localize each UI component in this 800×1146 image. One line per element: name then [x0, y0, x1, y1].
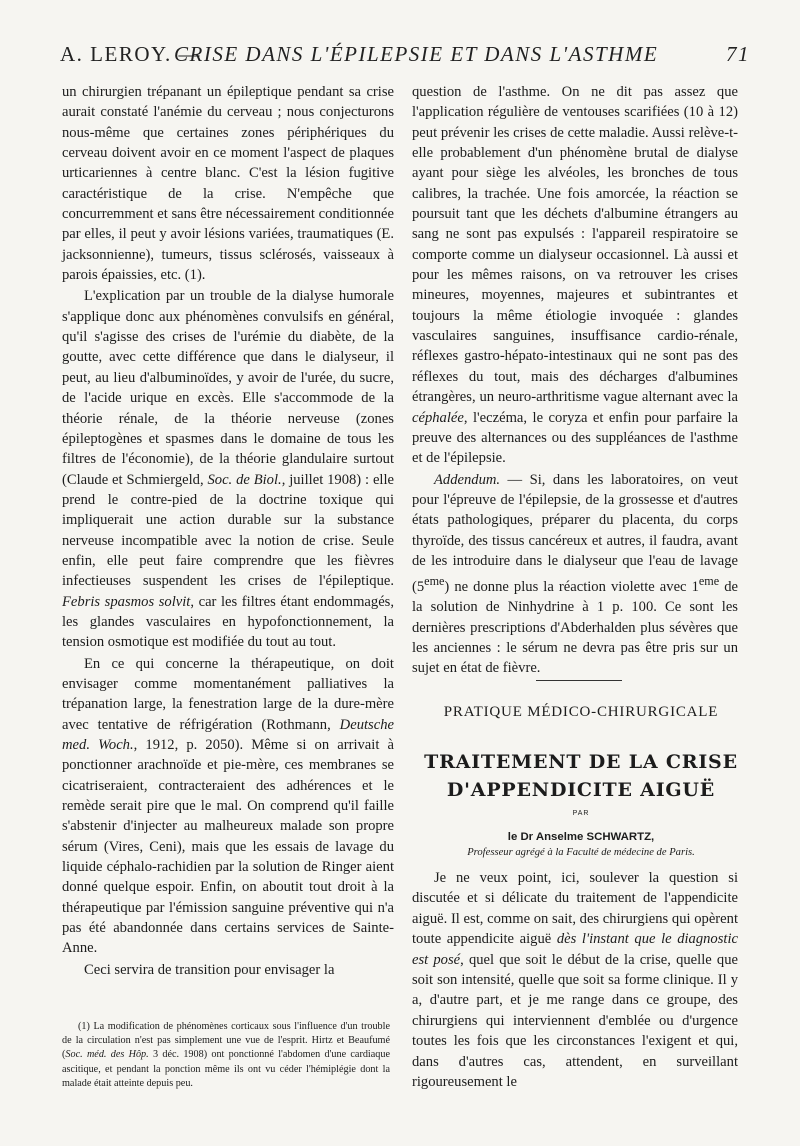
left-p2-latin: Febris spasmos solvit — [62, 593, 191, 610]
left-paragraph-3 — [62, 654, 394, 959]
article-author: le Dr Anselme SCHWARTZ, — [507, 831, 655, 843]
article-affiliation: Professeur agrégé à la Faculté de médecine de Paris. — [467, 847, 695, 858]
article-p1-text-b: , quel que soit le début de la crise, quelle que soit son intensité, quelle que soit sa forme clinique. Il y a, d'autre part, et je me range dans ce groupe, des chirurgiens qui interviennent d'emblée ou d'urgence toutes les fois que les circonstances l'exigent et qui, dans d'autres cas, attendent, en surveillant rigoureusement le — [412, 951, 738, 1091]
left-p2-citation: Soc. de Biol. — [207, 471, 282, 488]
left-p2-text-c: , car les filtres étant endommagés, les glandes vasculaires en hypofonctionnement, la tension osmotique est modifiée du tout au tout. — [62, 593, 395, 651]
addendum-text-c: de la solution de Ninhydrine à 1 p. 100. Ce sont les dernières prescriptions d'Abderhalden plus sévères que les anciennes : le sérum ne devra pas être pris sur un sujet en état de fièvre. — [412, 579, 738, 677]
footnote-text — [62, 1020, 390, 1091]
article-title — [416, 748, 746, 804]
footnote-text-a: (1) La modification de phénomènes corticaux sous l'influence d'un trouble de la circulation n'est pas simplement une vue de l'esprit. Hirtz et Beaufumé ( — [62, 1021, 390, 1061]
article-title-line-2: D'APPENDICITE AIGUË — [446, 779, 716, 801]
article-body — [412, 868, 738, 1092]
addendum-text-a: — Si, dans les laboratoires, on veut pour l'épreuve de l'épilepsie, de la grossesse et d'autres états pathologiques, préparer du placenta, du corps thyroïde, des tissus cancéreux et autres, il faudra, avant de les introduire dans le dialyseur que l'eau de lavage (5 — [412, 471, 738, 596]
right-p1-text-b: , l'eczéma, le coryza et enfin pour parfaire la preuve des alternances ou des suppléances de l'asthme et de l'épilepsie. — [412, 409, 738, 467]
running-header — [60, 42, 750, 72]
left-p3-citation: Deutsche med. Woch. — [62, 716, 394, 753]
right-p1-text-a: question de l'asthme. On ne dit pas assez que l'application régulière de ventouses scarifiées (10 à 12) peut prévenir les crises de cette maladie. Aussi relève-t-elle probablement d'un phénomène brutal de dialyse ayant pour siège les alvéoles, les bronches de tous calibres, la trachée. Une fois amorcée, la réaction se poursuit tant que les déchets d'albumine étrangers au sang ne sont pas expulsés : l'appareil respiratoire se comporte comme un dialyseur occasionnel. Là aussi et pour les mêmes raisons, on va retrouver les crises mineures, moyennes, majeures et subintrantes et toujours la même étiologie invoquée : glandes vasculaires sanguines, insuffisance cardio-rénale, réflexes gastro-hépato-intestinaux qui ne sont pas des réflexes du tout, mais des décharges d'albumines étrangères, un neuro-arthritisme vague alternant avec la — [412, 84, 738, 406]
addendum-paragraph — [412, 470, 738, 679]
footnote-citation: Soc. méd. des Hôp. — [65, 1049, 149, 1061]
left-paragraph-2 — [62, 286, 394, 652]
left-p3-text-a: En ce qui concerne la thérapeutique, on doit envisager comme momentanément palliatives la trépanation large, la fenestration large de la dure-mère avec tentative de réfrigération (Rothmann, — [62, 655, 394, 733]
footnote-text-b: 3 déc. 1908) ont ponctionné l'abdomen d'une cardiaque ascitique, et pendant la ponction même ils ont vu céder l'hémiplégie dont la malade était atteinte depuis peu. — [62, 1049, 390, 1089]
header-title: CRISE DANS L'ÉPILEPSIE ET DANS L'ASTHME — [174, 42, 659, 66]
article-p1-text-a: Je ne veux point, ici, soulever la question si discutée et si délicate du traitement de l'appendicite aiguë. Il est, comme on sait, des chirurgiens qui opèrent toute appendicite aiguë — [412, 870, 738, 948]
addendum-sup-2: eme — [698, 574, 720, 589]
addendum-label: Addendum. — [434, 471, 501, 488]
left-p2-text-b: , juillet 1908) : elle prend le contre-pied de la doctrine toxique qui impliquerait une action durable sur la substance nerveuse incompatible avec la notion de crise. Seule enfin, elle peut faire comprendre que les fièvres infectieuses suspendent les crises de l'épileptique. — [62, 471, 395, 590]
section-heading: PRATIQUE MÉDICO-CHIRURGICALE — [443, 704, 719, 720]
right-p1-term: céphalée — [412, 409, 464, 426]
footnote — [62, 1020, 390, 1091]
article-title-line-1: TRAITEMENT DE LA CRISE — [424, 751, 738, 773]
right-paragraph-1 — [412, 82, 738, 469]
left-paragraph-4: Ceci servira de transition pour envisager la — [84, 961, 335, 978]
right-column — [412, 82, 738, 679]
left-column — [62, 82, 394, 980]
byline-par: PAR — [572, 810, 590, 817]
addendum-text-b: ) ne donne plus la réaction violette avec 1 — [444, 579, 699, 596]
header-author: A. LEROY. — — [60, 42, 201, 66]
addendum-sup-1: eme — [424, 574, 445, 589]
article-p1-emphasis: dès l'instant que le diagnostic est posé — [412, 931, 738, 968]
left-p3-text-b: , 1912, p. 2050). Même si on arrivait à ponctionner arachnoïde et pie-mère, ces membranes se cicatriseraient, contracteraient des adhérences et le remède serait pire que le mal. On comprend qu'il faille s'abstenir d'injecter au malheureux malade son propre sérum (Vires, Ceni), mais que les essais de lavage du liquide céphalo-rachidien par la solution de Ringer aient donné quelque espoir. Enfin, on aboutit tout droit à la thérapeutique par l'émission sanguine préventive qui n'a pas été abandonnée dans certains services de Sainte-Anne. — [62, 737, 394, 957]
section-divider — [536, 680, 622, 681]
left-paragraph-1: un chirurgien trépanant un épileptique pendant sa crise aurait constaté l'anémie du cerveau ; nous conjecturons nous-même que certaines zones périphériques du cerveau doivent avoir en ce moment l'aspect de plaques urticariennes à centre blanc. C'est la lésion fugitive caractéristique de la crise. N'empêche que concurremment et sans être nécessairement conditionnée par elles, il peut y avoir lésions variées, traumatiques (E. jacksonnienne), tumeurs, tissus sclérosés, vaisseaux à parois épaissies, etc. (1). — [62, 84, 394, 284]
article-paragraph-1 — [412, 868, 738, 1092]
page-number: 71 — [726, 42, 750, 66]
left-p2-text-a: L'explication par un trouble de la dialyse humorale s'applique donc aux phénomènes convulsifs en général, qu'il s'agisse des crises de l'urémie du diabète, de la goutte, avec cette différence que dans le dialyseur, il peut, au lieu d'albuminoïdes, y avoir de l'urée, du sucre, de l'acide urique en excès. Elle s'accommode de la théorie rénale, de la théorie nerveuse (zones épileptogènes et spasmes dans le domaine de tous les filtres de l'économie), de la théorie glandulaire surtout (Claude et Schmiergeld, — [62, 288, 394, 488]
